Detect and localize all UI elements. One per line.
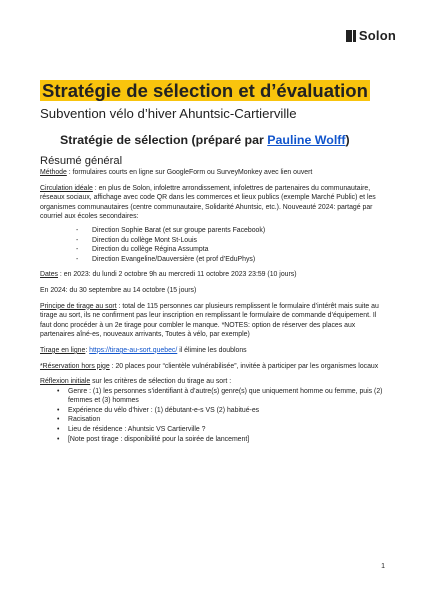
circulation-label: Circulation idéale — [40, 184, 93, 192]
methode-paragraph — [40, 168, 384, 178]
reflexion-label: Réflexion initiale — [40, 378, 91, 386]
reservation-text: : 20 places pour “clientèle vulnérabilisée”, invitée à participer par les organismes locaux — [109, 362, 379, 370]
reservation-label: *Réservation hors pige — [40, 362, 110, 370]
dates-2024-paragraph: En 2024: du 30 septembre au 14 octobre (15 jours) — [40, 286, 197, 294]
list-item: • Lieu de résidence : Ahuntsic VS Cartierville ? — [40, 425, 384, 435]
section-heading-prefix: Stratégie de sélection (préparé par — [60, 133, 268, 147]
list-item: - Direction du collège Régina Assumpta — [40, 245, 384, 255]
list-item: - Direction Evangeline/Dauversière (et prof d’EduPhys) — [40, 255, 384, 265]
document-body — [40, 80, 384, 444]
section-heading — [40, 132, 384, 148]
page-title: Stratégie de sélection et d’évaluation — [42, 80, 368, 101]
list-item: • [Note post tirage : disponibilité pour la soirée de lancement] — [40, 435, 384, 445]
list-item: • Genre : (1) les personnes s’identifiant à d’autre(s) genre(s) que uniquement homme ou femme, puis (2) femmes et (3) hommes — [40, 387, 384, 406]
schools-list — [40, 226, 384, 264]
list-item: - Direction Sophie Barat (et sur groupe parents Facebook) — [40, 226, 384, 236]
page-subtitle: Subvention vélo d’hiver Ahuntsic-Cartierville — [40, 106, 297, 121]
dates-paragraph — [40, 270, 384, 280]
tirage-paragraph — [40, 302, 384, 340]
reflexion-text: sur les critères de sélection du tirage au sort : — [90, 378, 232, 386]
solon-logo — [346, 28, 396, 43]
summary-heading: Résumé général — [40, 155, 123, 167]
list-item: - Direction du collège Mont St-Louis — [40, 236, 384, 246]
solon-logo-icon — [346, 30, 355, 41]
methode-label: Méthode — [40, 169, 67, 176]
list-item: • Expérience du vélo d’hiver : (1) débutant-e-s VS (2) habitué-es — [40, 406, 384, 416]
dates-label: Dates — [40, 271, 59, 279]
author-link[interactable]: Pauline Wolff — [267, 133, 346, 147]
tirage-label: Principe de tirage au sort — [40, 302, 117, 310]
logo-text: Solon — [358, 28, 396, 43]
methode-text: : formulaires courts en ligne sur GoogleForm ou SurveyMonkey avec lien ouvert — [66, 169, 313, 176]
criteria-list — [40, 387, 384, 445]
reflexion-paragraph — [40, 377, 384, 387]
tirage-en-ligne-label: Tirage en ligne — [40, 346, 86, 354]
list-item: • Racisation — [40, 415, 384, 425]
circulation-text: : en plus de Solon, infolettre arrondissement, infolettres de partenaires du communautaire, réseaux sociaux, affichage avec code QR dans les commerces et lieux publics (exemple Marché Public) et les organismes communautaires (centre communautaire, Solidarité Ahuntsic, etc.). Nouveauté 2024: partagé par courriel aux écoles secondaires: — [40, 184, 376, 221]
tirage-link[interactable]: https://tirage-au-sort.quebec/ — [89, 346, 178, 354]
reservation-paragraph — [40, 362, 384, 372]
section-heading-suffix: ) — [345, 133, 350, 147]
tirage-en-ligne-paragraph — [40, 346, 384, 356]
dates-text: : en 2023: du lundi 2 octobre 9h au mercredi 11 octobre 2023 23:59 (10 jours) — [58, 271, 297, 279]
page-number: 1 — [381, 563, 385, 570]
colon-separator: : — [85, 346, 90, 354]
tirage-en-ligne-text: il élimine les doublons — [177, 346, 247, 354]
circulation-paragraph — [40, 184, 384, 222]
tirage-text: : total de 115 personnes car plusieurs remplissent le formulaire d’intérêt mais suite au tirage au sort, ils ne confirment pas leur inscription en remplissant le formulaire de commande d’équipement. Il faut donc procéder à un 2e tirage pour combler le manque. *NOTES: option de réserver des places aux partenaires aîné-es, nouveaux arrivants, Toutes à vélo, par exemple) — [40, 302, 379, 339]
